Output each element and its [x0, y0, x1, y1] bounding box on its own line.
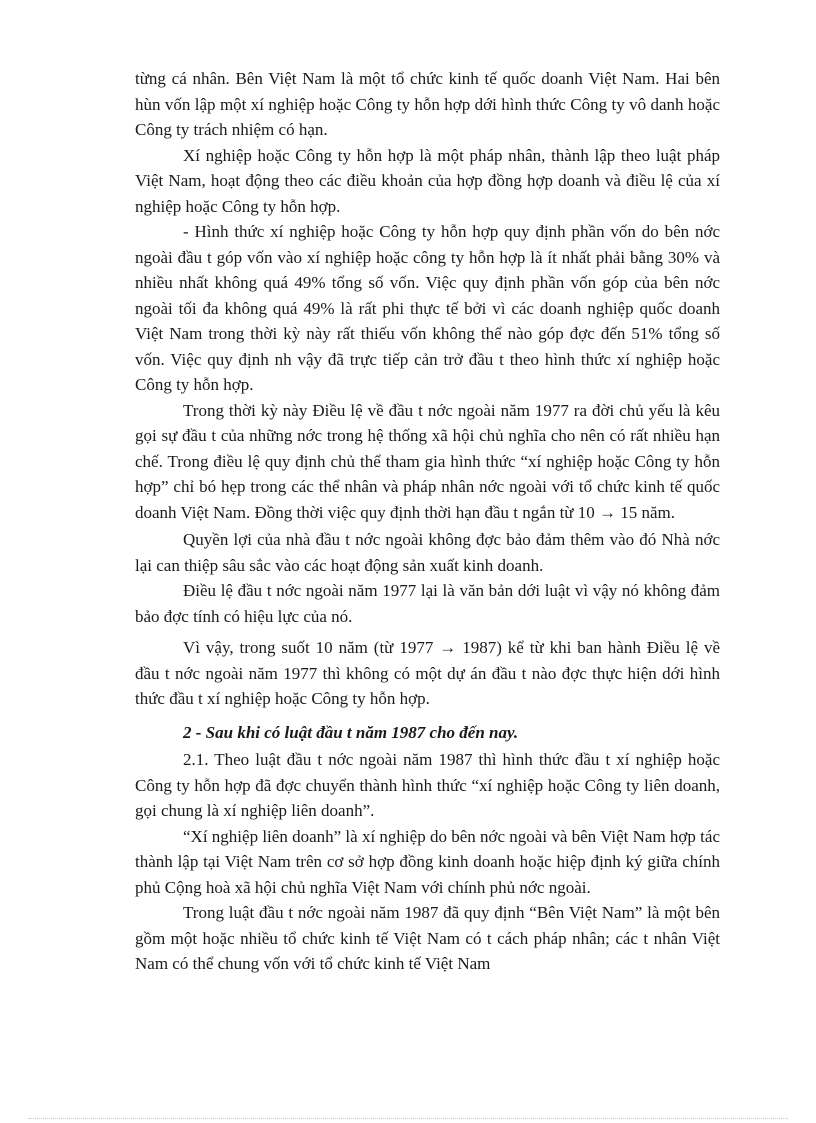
paragraph-2-1: 2.1. Theo luật đầu t nớc ngoài năm 1987 thì hình thức đầu t xí nghiệp hoặc Công ty hỗn hợp đã đợc chuyển thành hình thức “xí nghiệp hoặc Công ty liên doanh, gọi chung là xí nghiệp liên doanh”. [135, 750, 720, 820]
paragraph-vietnam-party: Trong luật đầu t nớc ngoài năm 1987 đã quy định “Bên Việt Nam” là một bên gồm một hoặc nhiều tổ chức kinh tế Việt Nam có t cách pháp nhân; các t nhân Việt Nam có thể chung vốn với tổ chức kinh tế Việt Nam [135, 903, 720, 973]
paragraph-capital-ratio: - Hình thức xí nghiệp hoặc Công ty hỗn hợp quy định phần vốn do bên nớc ngoài đầu t góp vốn vào xí nghiệp hoặc công ty hỗn hợp là ít nhất phải bằng 30% và nhiều nhất không quá 49% tổng số vốn. Việc quy định phần vốn góp của bên nớc ngoài tối đa không quá 49% là rất phi thực tế bởi vì các doanh nghiệp quốc doanh Việt Nam trong thời kỳ này rất thiếu vốn không thể nào góp đợc đến 51% tổng số vốn. Việc quy định nh vậy đã trực tiếp cản trở đầu t theo hình thức xí nghiệp hoặc Công ty hỗn hợp. [135, 222, 720, 394]
paragraph-joint-venture-definition: “Xí nghiệp liên doanh” là xí nghiệp do bên nớc ngoài và bên Việt Nam hợp tác thành lập tại Việt Nam trên cơ sở hợp đồng kinh doanh hoặc hiệp định ký giữa chính phủ Cộng hoà xã hội chủ nghĩa Việt Nam với chính phủ nớc ngoài. [135, 826, 720, 897]
paragraph-legal-status: Điều lệ đầu t nớc ngoài năm 1977 lại là văn bản dới luật vì vậy nó không đảm bảo đợc tính có hiệu lực của nó. [135, 581, 720, 626]
paragraph-continuation: từng cá nhân. Bên Việt Nam là một tổ chức kinh tế quốc doanh Việt Nam. Hai bên hùn vốn lập một xí nghiệp hoặc Công ty hỗn hợp dới hình thức Công ty vô danh hoặc Công ty trách nhiệm có hạn. [135, 69, 720, 139]
section-heading: 2 - Sau khi có luật đầu t năm 1987 cho đến nay. [183, 722, 519, 742]
paragraph-joint-venture-entity: Xí nghiệp hoặc Công ty hỗn hợp là một pháp nhân, thành lập theo luật pháp Việt Nam, hoạt động theo các điều khoản của hợp đồng hợp doanh và điều lệ của xí nghiệp hoặc Công ty hỗn hợp. [135, 145, 720, 216]
paragraph-investor-rights: Quyền lợi của nhà đầu t nớc ngoài không đợc bảo đảm thêm vào đó Nhà nớc lại can thiệp sâu sắc vào các hoạt động sản xuất kinh doanh. [135, 530, 720, 575]
paragraph-1977-regulation: Trong thời kỳ này Điều lệ về đầu t nớc ngoài năm 1977 ra đời chủ yếu là kêu gọi sự đầu t của những nớc trong hệ thống xã hội chủ nghĩa cho nên có rất nhiều hạn chế. Trong điều lệ quy định chủ thể tham gia hình thức “xí nghiệp hoặc Công ty hỗn hợp” chỉ bó hẹp trong các thể nhân và pháp nhân nớc ngoài với tổ chức kinh tế quốc doanh Việt Nam. Đồng thời việc quy định thời hạn đầu t ngắn từ 10 → 15 năm. [135, 400, 720, 522]
page-bottom-divider [28, 1118, 788, 1119]
paragraph-ten-years: Vì vậy, trong suốt 10 năm (từ 1977 → 1987) kể từ khi ban hành Điều lệ về đầu t nớc ngoài năm 1977 thì không có một dự án đầu t nào đợc thực hiện dới hình thức đầu t xí nghiệp hoặc Công ty hỗn hợp. [135, 638, 720, 708]
